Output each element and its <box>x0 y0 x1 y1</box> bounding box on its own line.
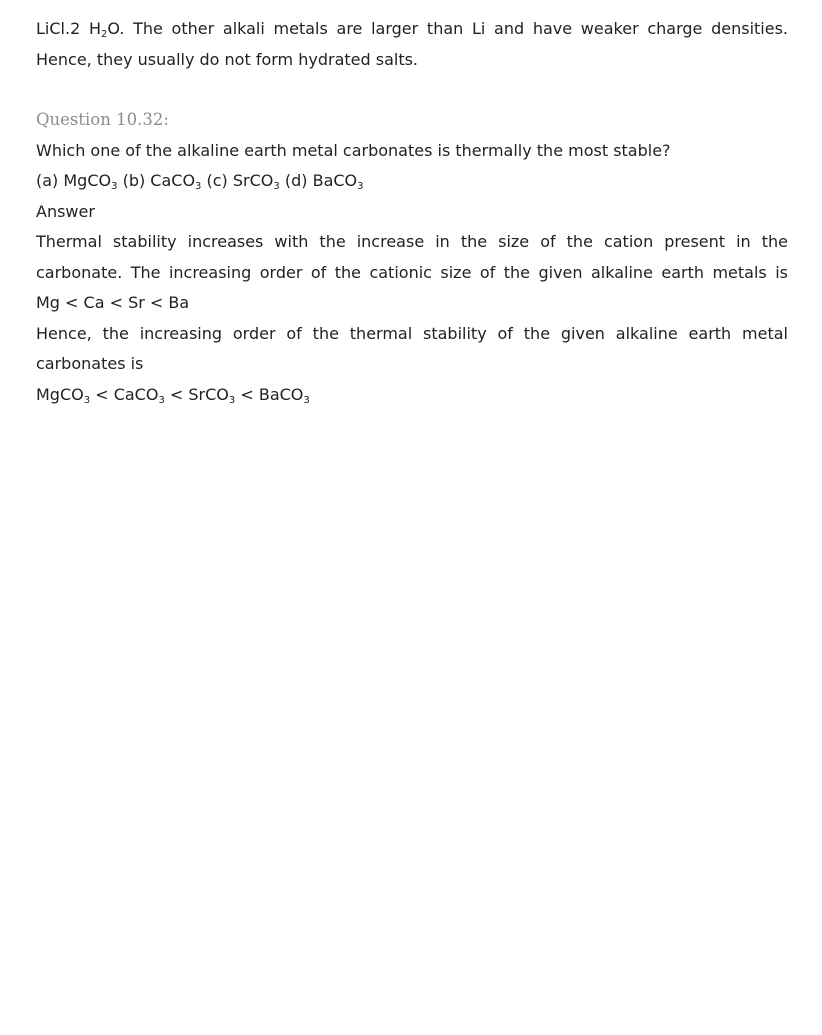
question-options <box>36 166 788 197</box>
option-c: (c) SrCO$_3$ <box>206 171 280 192</box>
answer-para1-line1: Thermal stability increases with the increase in the size of the cation present in the <box>36 232 788 251</box>
option-a: (a) MgCO$_3$ <box>36 171 118 192</box>
answer-para1-line2: carbonate. The increasing order of the cationic size of the given alkaline earth metals is <box>36 262 788 282</box>
intro-text: O. The other alkali metals are larger than Li and have weaker charge densities. <box>107 19 789 38</box>
answer-para2-line1: Hence, the increasing order of the thermal stability of the given alkaline earth metal <box>36 323 788 343</box>
cation-size-order: Mg < Ca < Sr < Ba <box>36 293 190 312</box>
intro-line-2: Hence, they usually do not form hydrated salts. <box>36 49 419 69</box>
intro-line-1 <box>36 14 788 45</box>
intro-text: LiCl.2 H <box>36 19 101 38</box>
document-page <box>36 14 788 410</box>
question-heading: Question 10.32: <box>36 110 169 129</box>
option-d: (d) BaCO$_3$ <box>284 171 364 192</box>
answer-para2-line2: carbonates is <box>36 354 144 373</box>
spacer <box>36 75 788 105</box>
option-b: (b) CaCO$_3$ <box>122 171 202 192</box>
thermal-stability-order: MgCO$_3$ < CaCO$_3$ < SrCO$_3$ < BaCO$_3$ <box>36 384 310 406</box>
question-text: Which one of the alkaline earth metal carbonates is thermally the most stable? <box>36 140 671 160</box>
subscript: 2 <box>100 29 108 40</box>
answer-label: Answer <box>36 201 95 221</box>
